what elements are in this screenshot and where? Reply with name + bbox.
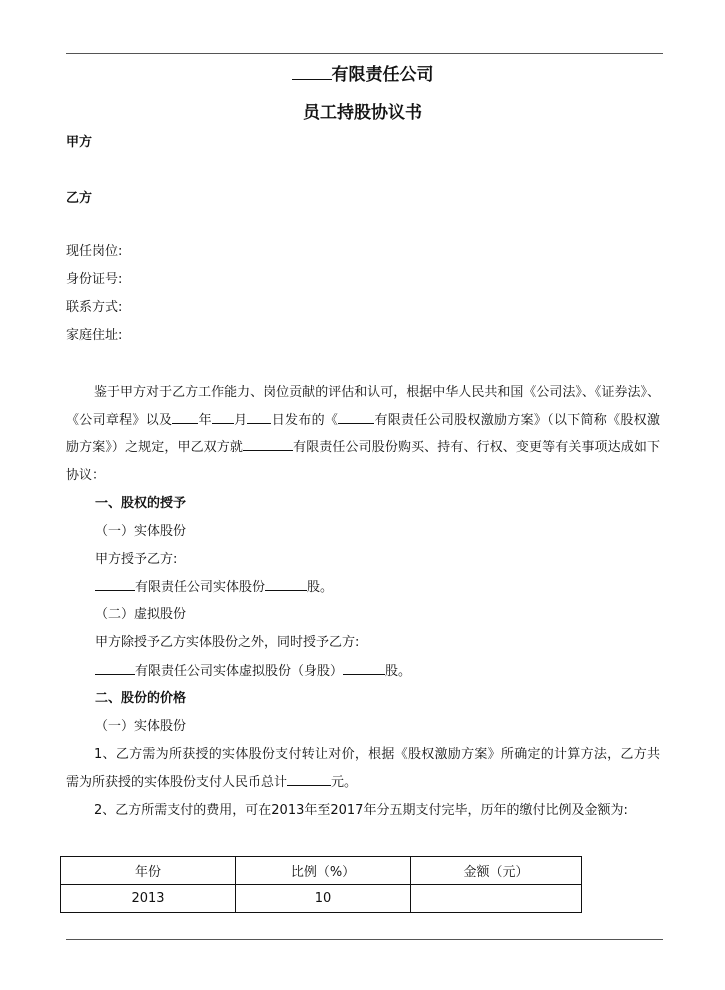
price-text-1: 1、乙方需为所获授的实体股份支付转让对价，根据《股权激励方案》所确定的计算方法，乙方共需为所获授的实体股份支付人民币总计 (66, 747, 660, 790)
virtual-shares-text: 有限责任公司实体虚拟股份（身股） (135, 664, 344, 679)
month-blank[interactable] (212, 410, 234, 424)
intro-text: 鉴于甲方对于乙方工作能力、岗位贡献的评估和认可，根据中华人民共和国《公司法》、《证券法》、《公司章程》以及 (66, 385, 660, 428)
virtual-shares-line (95, 661, 411, 682)
plan-reference: 有限责任公司股权激励方案》（以下简称《股权激励方案》）之规定，甲乙双方就 (66, 412, 660, 455)
month-label: 月 (233, 412, 248, 428)
price-unit: 元。 (331, 774, 358, 790)
company-suffix: 有限责任公司 (331, 65, 434, 85)
entity-shares-blank[interactable] (265, 577, 307, 591)
field-address: 家庭住址: (66, 328, 123, 343)
footer-rule (66, 939, 663, 940)
price-paragraph-1 (66, 741, 660, 796)
price-text-2: 2、乙方所需支付的费用，可在2013年至2017年分五期支付完毕，历年的缴付比例及金额为: (94, 803, 628, 818)
intro-paragraph (66, 379, 660, 489)
entity-shares-unit: 股。 (307, 580, 334, 595)
header-year: 年份 (61, 857, 236, 885)
virtual-grant-line: 甲方除授予乙方实体股份之外，同时授予乙方: (95, 635, 360, 650)
payment-table (60, 856, 582, 913)
section2-heading: 二、股份的价格 (95, 691, 187, 706)
plan-company-blank[interactable] (338, 410, 374, 424)
company-name-blank[interactable] (292, 62, 332, 80)
header-ratio: 比例（%） (236, 857, 411, 885)
document-title: 员工持股协议书 (303, 103, 422, 123)
table-row (61, 885, 582, 913)
virtual-shares-blank[interactable] (343, 661, 385, 675)
entity-shares-text: 有限责任公司实体股份 (135, 580, 266, 595)
shares-company-blank[interactable] (243, 437, 293, 451)
price-paragraph-2 (66, 797, 660, 825)
field-contact: 联系方式: (66, 300, 123, 315)
table-header-row (61, 857, 582, 885)
party-b-label: 乙方 (66, 191, 93, 206)
section1-sub1: （一）实体股份 (95, 524, 187, 539)
cell-year: 2013 (61, 885, 236, 913)
cell-amount[interactable] (411, 885, 582, 913)
grant-line: 甲方授予乙方: (95, 552, 178, 567)
virtual-company-blank[interactable] (95, 661, 135, 675)
section2-sub1: （一）实体股份 (95, 719, 187, 734)
company-title (0, 60, 725, 85)
year-label: 年 (198, 412, 212, 428)
intro-tail: 有限责任公司股份购买、持有、行权、变更等有关事项达成如下协议： (66, 440, 660, 483)
field-id-number: 身份证号: (66, 272, 123, 287)
section1-sub2: （二）虚拟股份 (95, 607, 187, 622)
virtual-shares-unit: 股。 (385, 664, 412, 679)
section1-heading: 一、股权的授予 (95, 496, 187, 511)
day-published-label: 日发布的《 (271, 412, 339, 428)
header-amount: 金额（元） (411, 857, 582, 885)
total-price-blank[interactable] (287, 772, 331, 786)
entity-company-blank[interactable] (95, 577, 135, 591)
cell-ratio: 10 (236, 885, 411, 913)
field-position: 现任岗位: (66, 244, 123, 259)
header-rule (66, 53, 663, 54)
entity-shares-line (95, 577, 333, 598)
day-blank[interactable] (247, 410, 271, 424)
party-a-label: 甲方 (66, 135, 93, 150)
year-blank[interactable] (172, 410, 198, 424)
